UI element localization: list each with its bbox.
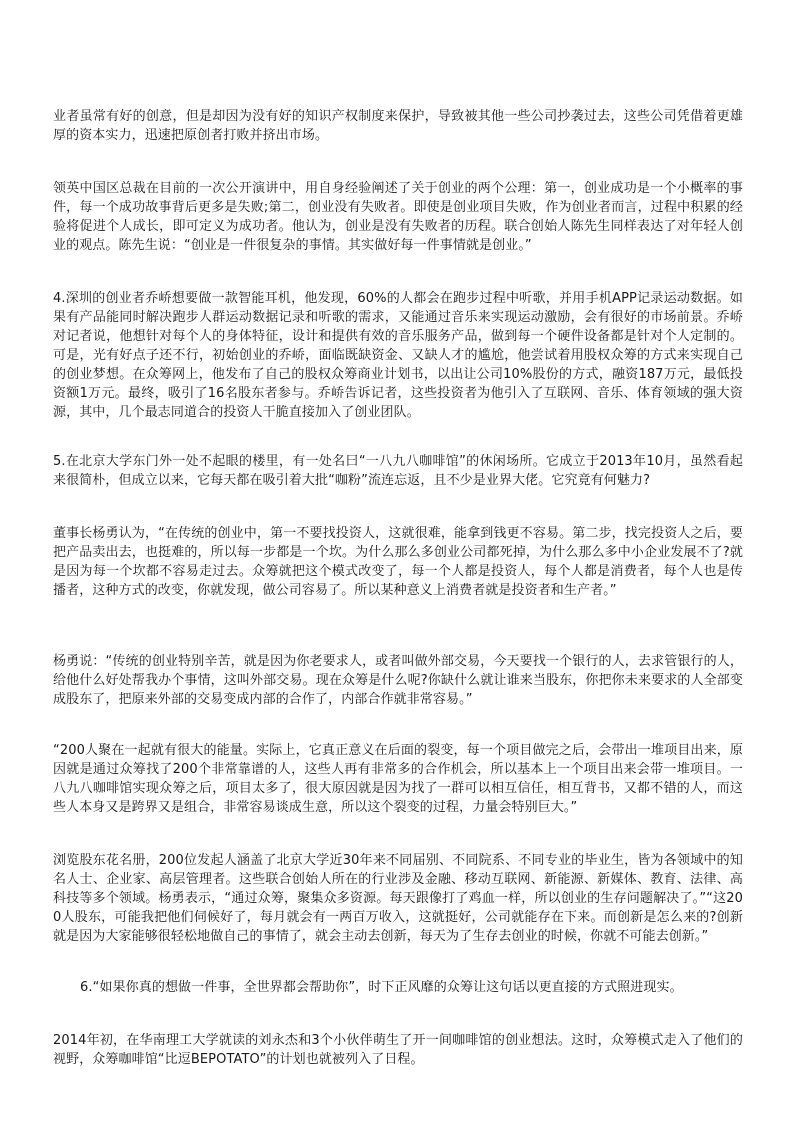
paragraph-linkedin-axioms: 领英中国区总裁在目前的一次公开演讲中，用自身经验阐述了关于创业的两个公理：第一，创业成功是一个小概率的事件，每一个成功故事背后更多是失败;第二，创业没有失败者。即使是创业项目失败，作为创业者而言，过程中积累的经验将促进个人成长，即可定义为成功者。他认为，创业是没有失败者的历程。联合创始人陈先生同样表达了对年轻人创业的观点。陈先生说：“创业是一件很复杂的事情。其实做好每一件事情就是创业。” <box>53 181 743 253</box>
paragraph-1898-cafe: 5.在北京大学东门外一处不起眼的楼里，有一处名曰“一八九八咖啡馆”的休闲场所。它成立于2013年10月，虽然看起来很简朴，但成立以来，它每天都在吸引着大批“咖粉”流连忘返，且不少是业界大佬。它究竟有何魅力? <box>53 454 743 488</box>
paragraph-bepotato: 2014年初，在华南理工大学就读的刘永杰和3个小伙伴萌生了开一间咖啡馆的创业想法。这时，众筹模式走入了他们的视野，众筹咖啡馆“比逗BEPOTATO”的计划也就被列入了日程。 <box>53 1033 743 1067</box>
paragraph-ip-protection: 业者虽常有好的创意，但是却因为没有好的知识产权制度来保护，导致被其他一些公司抄袭过去，这些公司凭借着更雄厚的资本实力，迅速把原创者打败并挤出市场。 <box>53 109 743 143</box>
paragraph-smart-earphone: 4.深圳的创业者乔峤想要做一款智能耳机，他发现，60%的人都会在跑步过程中听歌，并用手机APP记录运动数据。如果有产品能同时解决跑步人群运动数据记录和听歌的需求，又能通过音乐来实现运动激励，会有很好的市场前景。乔峤对记者说，他想针对每个人的身体特征，设计和提供有效的音乐服务产品，做到每一个硬件设备都是针对个人定制的。可是，光有好点子还不行，初始创业的乔峤，面临既缺资金、又缺人才的尴尬，他尝试着用股权众筹的方式来实现自己的创业梦想。在众筹网上，他发布了自己的股权众筹商业计划书，以出让公司10%股份的方式，融资187万元，最低投资额1万元。最终，吸引了16名股东者参与。乔峤告诉记者，这些投资者为他引入了互联网、音乐、体育领域的强大资源，其中，几个最志同道合的投资人干脆直接加入了创业团队。 <box>53 291 743 420</box>
paragraph-shareholder-list: 浏览股东花名册，200位发起人涵盖了北京大学近30年来不同届别、不同院系、不同专业的毕业生，皆为各领域中的知名人士、企业家、高层管理者。这些联合创始人所在的行业涉及金融、移动互联网、新能源、新媒体、教育、法律、高科技等多个领域。杨勇表示，“通过众筹，聚集众多资源。每天跟像打了鸡血一样，所以创业的生存问题解决了。”“这200人股东，可能我把他们伺候好了，每月就会有一两百万收入，这就挺好，公司就能存在下来。而创新是怎么来的?创新就是因为大家能够很轻松地做自己的事情了，就会主动去创新，每天为了生存去创业的时候，你就不可能去创新。” <box>53 853 743 944</box>
paragraph-section-6: 6.“如果你真的想做一件事，全世界都会帮助你”，时下正风靡的众筹让这句话以更直接的方式照进现实。 <box>80 980 683 995</box>
paragraph-yang-yong-quote: 杨勇说：“传统的创业特别辛苦，就是因为你老要求人，或者叫做外部交易，今天要找一个银行的人，去求管银行的人，给他什么好处帮我办个事情，这叫外部交易。现在众筹是什么呢?你缺什么就让谁来当股东，你把你未来要求的人全部变成股东了，把原来外部的交易变成内部的合作了，内部合作就非常容易。” <box>53 654 743 707</box>
paragraph-yang-yong-view: 董事长杨勇认为，“在传统的创业中，第一不要找投资人，这就很难，能拿到钱更不容易。第二步，找完投资人之后，要把产品卖出去，也挺难的，所以每一步都是一个坎。为什么那么多创业公司都死掉，为什么那么多中小企业发展不了?就是因为每一个坎都不容易走过去。众筹就把这个模式改变了，每一个人都是投资人，每个人都是消费者，每个人也是传播者，这种方式的改变，你就发现，做公司容易了。所以某种意义上消费者就是投资者和生产者。” <box>53 526 743 598</box>
paragraph-200-people: “200人聚在一起就有很大的能量。实际上，它真正意义在后面的裂变，每一个项目做完之后，会带出一堆项目出来，原因就是通过众筹找了200个非常靠谱的人，这些人再有非常多的合作机会，所以基本上一个项目出来会带一堆项目。一八九八咖啡馆实现众筹之后，项目太多了，很大原因就是因为找了一群可以相互信任，相互背书，又都不错的人，而这些人本身又是跨界又是组合，非常容易谈成生意，所以这个裂变的过程，力量会特别巨大。” <box>53 743 743 815</box>
